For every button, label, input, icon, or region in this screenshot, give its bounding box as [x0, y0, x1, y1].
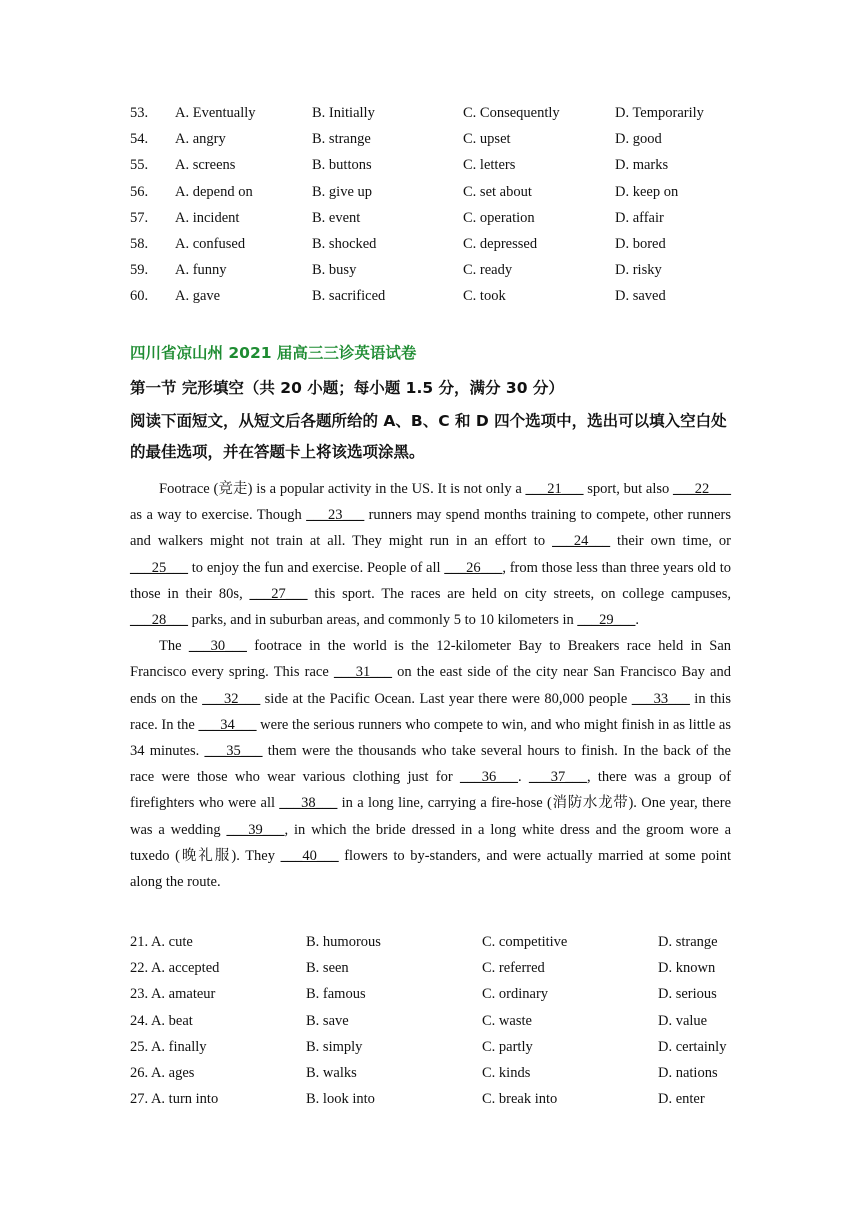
option-c: C. competitive — [482, 934, 568, 950]
option-a: A. angry — [175, 131, 226, 148]
option-b: B. simply — [306, 1038, 363, 1055]
option-b: B. sacrificed — [312, 288, 386, 305]
option-c: C. ready — [463, 262, 513, 279]
passage-text: . — [517, 769, 529, 786]
option-c: C. operation — [463, 209, 535, 226]
option-c: C. partly — [482, 1038, 533, 1055]
cloze-blank: ___33___ — [631, 690, 690, 707]
passage-text: to enjoy the fun and exercise. People of all — [188, 559, 445, 576]
question-number: 54. — [130, 131, 149, 148]
option-a: 21. A. cute — [130, 934, 193, 950]
cloze-blank: ___36___ — [459, 769, 518, 786]
passage-text: on the east side of the city near San Francisco Bay and ends on the — [130, 664, 731, 707]
option-c: C. referred — [482, 960, 545, 977]
passage-text: parks, and in suburban areas, and commonly 5 to 10 kilometers in — [188, 612, 578, 629]
cloze-blank: ___40___ — [280, 847, 339, 864]
option-b: B. give up — [312, 183, 373, 200]
question-number: 56. — [130, 183, 149, 200]
option-c: C. kinds — [482, 1064, 531, 1081]
question-number: 59. — [130, 262, 149, 279]
option-c: C. waste — [482, 1012, 532, 1029]
passage-text: them were the thousands who take several hours to finish. In the back of the race were those who wear various clothing just for — [130, 743, 731, 786]
option-b: B. look into — [306, 1091, 375, 1108]
cloze-blank: ___28___ — [130, 612, 188, 629]
passage-text: runners may spend months training to compete, other runners and walkers might not train at all. They might run in an effort to — [130, 507, 731, 550]
option-a: 22. A. accepted — [130, 960, 220, 977]
passage-paragraph-2 — [130, 633, 731, 895]
question-number: 55. — [130, 157, 149, 174]
passage-paragraph-1 — [130, 476, 731, 633]
question-number: 57. — [130, 209, 149, 226]
passage-text: their own time, or — [610, 533, 731, 550]
option-d: D. risky — [615, 262, 662, 279]
option-d: D. marks — [615, 157, 669, 174]
option-c: C. took — [463, 288, 506, 305]
instructions: 阅读下面短文，从短文后各题所给的 A、B、C 和 D 四个选项中，选出可以填入空白处的最佳选项，并在答题卡上将该选项涂黑。 — [130, 412, 727, 461]
part-heading: 第一节 完形填空（共 20 小题；每小题 1.5 分，满分 30 分） — [130, 379, 564, 397]
question-number: 60. — [130, 288, 149, 305]
option-b: B. humorous — [306, 934, 381, 950]
option-b: B. famous — [306, 986, 366, 1003]
cloze-blank: ___35___ — [204, 743, 263, 760]
passage-text: , there was a group of firefighters who were all — [130, 769, 732, 812]
passage-text: as a way to exercise. Though — [130, 507, 307, 524]
passage-text: The — [159, 638, 189, 655]
cloze-blank: ___22___ — [673, 481, 731, 497]
option-d: D. keep on — [615, 183, 679, 200]
passage-text: in a long line, carrying a fire-hose (消防水龙带). One year, there was a wedding — [130, 795, 731, 838]
option-b: B. Initially — [312, 105, 375, 121]
cloze-blank: ___29___ — [577, 612, 636, 629]
cloze-passage — [130, 476, 731, 895]
option-c: C. letters — [463, 157, 516, 174]
cloze-blank: ___38___ — [279, 795, 338, 812]
cloze-blank: ___24___ — [552, 533, 611, 550]
cloze-blank: ___25___ — [130, 559, 188, 576]
cloze-blank: ___26___ — [444, 559, 503, 576]
cloze-blank: ___39___ — [226, 821, 285, 838]
cloze-blank: ___34___ — [198, 716, 257, 733]
option-a: A. incident — [175, 209, 240, 226]
cloze-blank: ___32___ — [202, 690, 261, 707]
option-a: A. screens — [175, 157, 236, 174]
passage-text: in this race. In the — [130, 690, 732, 733]
option-a: A. gave — [175, 288, 221, 305]
option-a: 25. A. finally — [130, 1038, 207, 1055]
cloze-blank: ___21___ — [525, 481, 584, 497]
option-b: B. shocked — [312, 235, 377, 252]
option-b: B. strange — [312, 131, 371, 148]
passage-text: this sport. The races are held on city streets, on college campuses, — [307, 585, 731, 602]
cloze-blank: ___37___ — [528, 769, 587, 786]
option-c: C. upset — [463, 131, 511, 148]
passage-text: flowers to by-standers, and were actually married at some point along the route. — [130, 847, 731, 891]
option-a: 23. A. amateur — [130, 986, 216, 1003]
passage-text: , from those less than three years old to those in their 80s, — [130, 559, 731, 602]
passage-text: . — [635, 612, 640, 629]
option-a: A. depend on — [175, 183, 253, 200]
option-d: D. certainly — [658, 1038, 727, 1055]
option-d: D. Temporarily — [615, 105, 704, 121]
option-c: C. ordinary — [482, 986, 549, 1003]
option-c: C. break into — [482, 1091, 558, 1108]
exam-title: 四川省凉山州 2021 届高三三诊英语试卷 — [130, 344, 417, 362]
option-d: D. known — [658, 960, 716, 977]
option-d: D. good — [615, 131, 662, 148]
option-d: D. strange — [658, 934, 718, 950]
option-b: B. seen — [306, 960, 349, 977]
option-c: C. Consequently — [463, 105, 560, 121]
option-b: B. buttons — [312, 157, 372, 174]
option-d: D. serious — [658, 986, 717, 1003]
option-d: D. value — [658, 1012, 708, 1029]
passage-text: Footrace (竞走) is a popular activity in the US. It is not only a — [159, 481, 526, 497]
option-b: B. event — [312, 209, 361, 226]
cloze-blank: ___27___ — [249, 585, 308, 602]
option-b: B. walks — [306, 1064, 357, 1081]
passage-text: were the serious runners who compete to win, and who might finish in as little as 34 minutes. — [130, 716, 731, 760]
passage-text: , in which the bride dressed in a long white dress and the groom wore a tuxedo (晚礼服). They — [130, 821, 732, 864]
option-d: D. enter — [658, 1091, 705, 1108]
cloze-blank: ___31___ — [333, 664, 392, 681]
option-d: D. nations — [658, 1064, 718, 1081]
passage-text: sport, but also — [583, 481, 673, 497]
option-c: C. depressed — [463, 235, 538, 252]
cloze-blank: ___30___ — [188, 638, 247, 655]
option-a: A. funny — [175, 262, 227, 279]
option-d: D. bored — [615, 235, 666, 252]
option-a: 24. A. beat — [130, 1012, 193, 1029]
option-b: B. save — [306, 1012, 349, 1029]
passage-text: footrace in the world is the 12-kilometer Bay to Breakers race held in San Francisco every spring. This race — [130, 638, 732, 681]
option-d: D. affair — [615, 209, 664, 226]
option-d: D. saved — [615, 288, 666, 305]
question-number: 58. — [130, 235, 149, 252]
option-a: 26. A. ages — [130, 1064, 195, 1081]
option-a: 27. A. turn into — [130, 1091, 219, 1108]
question-number: 53. — [130, 105, 149, 121]
option-a: A. confused — [175, 235, 246, 252]
cloze-blank: ___23___ — [306, 507, 365, 524]
option-a: A. Eventually — [175, 105, 256, 121]
passage-text: side at the Pacific Ocean. Last year there were 80,000 people — [260, 690, 632, 707]
option-c: C. set about — [463, 183, 532, 200]
option-b: B. busy — [312, 262, 357, 279]
